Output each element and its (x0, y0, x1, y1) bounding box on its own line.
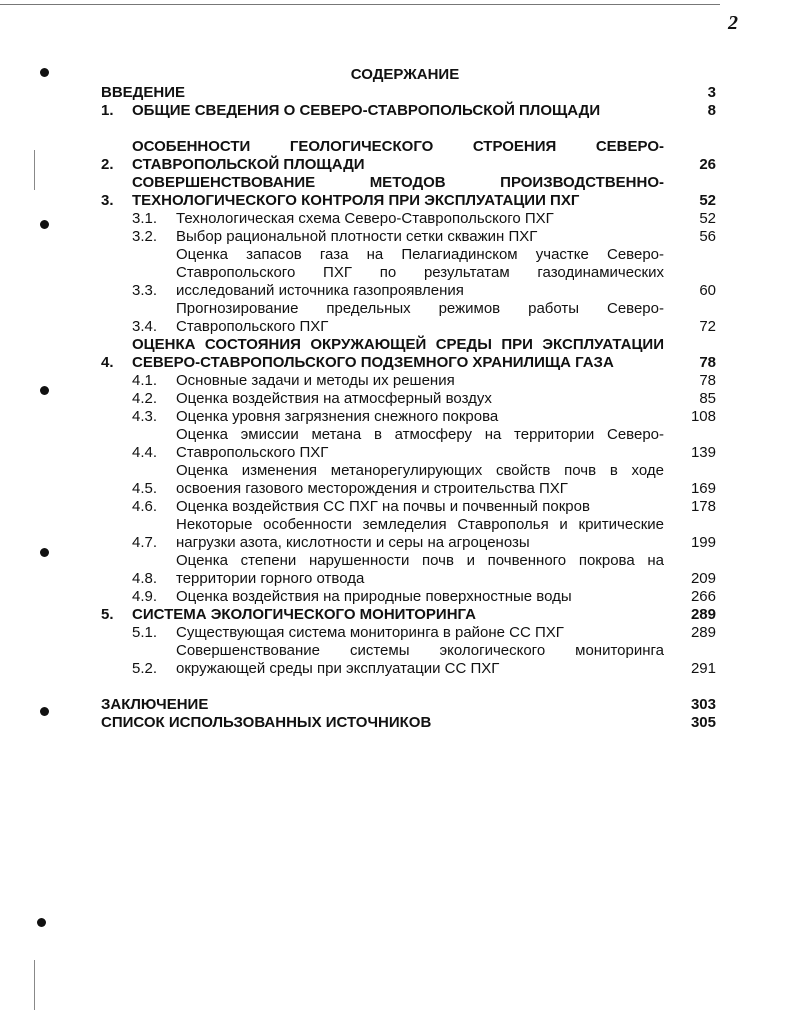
page-number: 2 (728, 12, 738, 34)
toc-entry-title: Выбор рациональной плотности сетки скважин ПХГ (176, 228, 538, 245)
toc-entry-number: 5.1. (132, 624, 158, 641)
toc-entry-page: 199 (690, 534, 716, 551)
toc-entry-title: Оценка воздействия на атмосферный воздух (176, 390, 492, 407)
toc-entry[interactable] (101, 372, 716, 390)
toc-entry[interactable] (101, 246, 716, 300)
toc-entry-number: 4.7. (132, 534, 158, 551)
toc-entry[interactable] (101, 642, 716, 678)
toc-entry[interactable] (101, 84, 716, 102)
toc-entry-title: Оценка воздействия на природные поверхностные воды (176, 588, 572, 605)
toc-entry-page: 289 (690, 606, 716, 623)
toc-entry-number: 5.2. (132, 660, 158, 677)
toc-entry-page: 289 (690, 624, 716, 641)
toc-entry-page: 303 (690, 696, 716, 713)
toc-entry-number: 4.6. (132, 498, 158, 515)
toc-entry-number: 1. (101, 102, 114, 119)
toc-entry-page: 56 (699, 228, 716, 245)
toc-entry-title: Технологическая схема Северо-Ставропольского ПХГ (176, 210, 554, 227)
toc-entry-number: 3.1. (132, 210, 158, 227)
toc-entry-number: 4.1. (132, 372, 158, 389)
punch-hole-mark (40, 220, 49, 229)
punch-hole-mark (40, 707, 49, 716)
toc-entry[interactable] (101, 228, 716, 246)
toc-entry[interactable] (101, 138, 716, 174)
toc-spacer (101, 678, 716, 696)
toc-entry-number: 3. (101, 192, 114, 209)
toc-entry[interactable] (101, 588, 716, 606)
toc-entry-page: 178 (690, 498, 716, 515)
toc-entry-page: 209 (690, 570, 716, 587)
toc-entry-page: 60 (699, 282, 716, 299)
toc-entry-page: 85 (699, 390, 716, 407)
toc-entry-page: 26 (699, 156, 716, 173)
punch-hole-mark (37, 918, 46, 927)
toc-entry[interactable] (101, 174, 716, 210)
toc-entry[interactable] (101, 498, 716, 516)
toc-entry-page: 291 (690, 660, 716, 677)
toc-entry-title: СПИСОК ИСПОЛЬЗОВАННЫХ ИСТОЧНИКОВ (101, 714, 432, 731)
toc-entry-page: 8 (707, 102, 716, 119)
toc-entry[interactable] (101, 624, 716, 642)
toc-entry-page: 108 (690, 408, 716, 425)
top-rule (0, 4, 720, 5)
toc-entry-title: ОЦЕНКА СОСТОЯНИЯ ОКРУЖАЮЩЕЙ СРЕДЫ ПРИ ЭКСПЛУАТАЦИИ СЕВЕРО-СТАВРОПОЛЬСКОГО ПОДЗЕМНОГО ХРАНИЛИЩА ГАЗА (132, 336, 664, 371)
scan-mark (34, 960, 35, 1010)
toc-entry-number: 4. (101, 354, 114, 371)
toc-entry-title: Оценка эмиссии метана в атмосферу на территории Северо-Ставропольского ПХГ (176, 426, 664, 461)
toc-entry-title: Совершенствование системы экологического мониторинга окружающей среды при эксплуатации СС ПХГ (176, 642, 664, 677)
toc-entry-page: 72 (699, 318, 716, 335)
toc-entry-page: 52 (699, 192, 716, 209)
toc-entry-title: Существующая система мониторинга в районе СС ПХГ (176, 624, 564, 641)
toc-entry[interactable] (101, 408, 716, 426)
toc-entry-title: Оценка уровня загрязнения снежного покрова (176, 408, 499, 425)
toc-entry-title: СОВЕРШЕНСТВОВАНИЕ МЕТОДОВ ПРОИЗВОДСТВЕННО-ТЕХНОЛОГИЧЕСКОГО КОНТРОЛЯ ПРИ ЭКСПЛУАТАЦИИ ПХГ (132, 174, 664, 209)
toc-entry-title: Основные задачи и методы их решения (176, 372, 455, 389)
toc-entry-number: 5. (101, 606, 114, 623)
toc-entry-title: Прогнозирование предельных режимов работы Северо-Ставропольского ПХГ (176, 300, 664, 335)
punch-hole-mark (40, 386, 49, 395)
toc-entry-number: 3.2. (132, 228, 158, 245)
toc-entry[interactable] (101, 714, 716, 732)
toc-entry-page: 78 (699, 354, 716, 371)
toc-entry-title: ОСОБЕННОСТИ ГЕОЛОГИЧЕСКОГО СТРОЕНИЯ СЕВЕРО-СТАВРОПОЛЬСКОЙ ПЛОЩАДИ (132, 138, 664, 173)
toc-entry-title: Некоторые особенности земледелия Ставрополья и критические нагрузки азота, кислотности и серы на агроценозы (176, 516, 664, 551)
toc-entry-page: 78 (699, 372, 716, 389)
toc-entry-title: Оценка воздействия СС ПХГ на почвы и почвенный покров (176, 498, 590, 515)
toc-entry-number: 4.3. (132, 408, 158, 425)
toc-entry-page: 52 (699, 210, 716, 227)
toc-entry-number: 4.2. (132, 390, 158, 407)
toc-entry[interactable] (101, 102, 716, 120)
toc-entry-number: 2. (101, 156, 114, 173)
toc-spacer (101, 120, 716, 138)
toc-entry-number: 4.4. (132, 444, 158, 461)
toc-entry-title: ЗАКЛЮЧЕНИЕ (101, 696, 209, 713)
toc-entry-title: Оценка изменения метанорегулирующих свойств почв в ходе освоения газового месторождения и строительства ПХГ (176, 462, 664, 497)
toc-entry[interactable] (101, 390, 716, 408)
toc-entry-number: 4.5. (132, 480, 158, 497)
toc-entry[interactable] (101, 336, 716, 372)
toc-entry-page: 305 (690, 714, 716, 731)
punch-hole-mark (40, 548, 49, 557)
toc-entry[interactable] (101, 552, 716, 588)
toc-entry-number: 3.4. (132, 318, 158, 335)
toc-entry-title: ОБЩИЕ СВЕДЕНИЯ О СЕВЕРО-СТАВРОПОЛЬСКОЙ ПЛОЩАДИ (132, 102, 601, 119)
toc-entry[interactable] (101, 516, 716, 552)
toc-entry-number: 4.8. (132, 570, 158, 587)
toc-entry[interactable] (101, 426, 716, 462)
toc-entry[interactable] (101, 300, 716, 336)
toc-entry[interactable] (101, 696, 716, 714)
toc-entry-title: Оценка степени нарушенности почв и почвенного покрова на территории горного отвода (176, 552, 664, 587)
toc-entry[interactable] (101, 606, 716, 624)
toc-entry-title: Оценка запасов газа на Пелагиадинском участке Северо-Ставропольского ПХГ по результатам газодинамических исследований источника газопроявления (176, 246, 664, 299)
table-of-contents (101, 84, 716, 732)
scan-mark (34, 150, 35, 190)
toc-entry-title: СИСТЕМА ЭКОЛОГИЧЕСКОГО МОНИТОРИНГА (132, 606, 476, 623)
toc-entry-number: 4.9. (132, 588, 158, 605)
toc-entry-page: 169 (690, 480, 716, 497)
toc-entry[interactable] (101, 210, 716, 228)
toc-entry-number: 3.3. (132, 282, 158, 299)
toc-entry-page: 3 (707, 84, 716, 101)
toc-entry[interactable] (101, 462, 716, 498)
toc-entry-page: 139 (690, 444, 716, 461)
toc-entry-page: 266 (690, 588, 716, 605)
toc-entry-title: ВВЕДЕНИЕ (101, 84, 185, 101)
page-title: СОДЕРЖАНИЕ (350, 66, 460, 83)
